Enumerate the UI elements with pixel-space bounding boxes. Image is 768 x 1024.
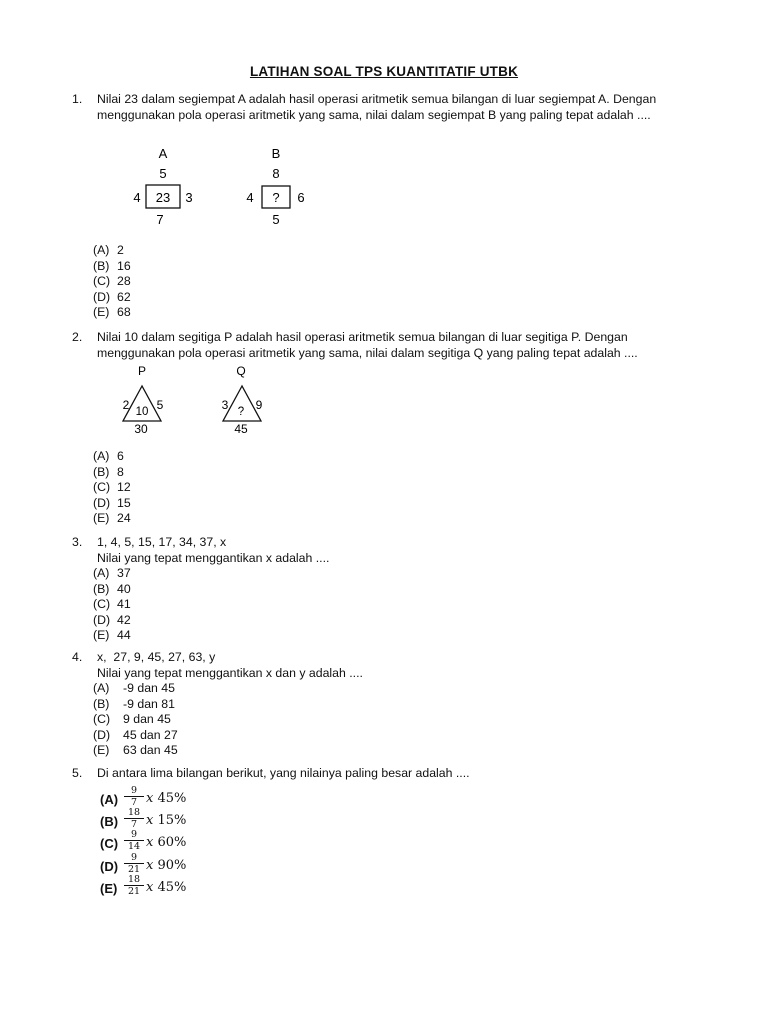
question-text: Nilai yang tepat menggantikan x dan y adalah .... (97, 665, 363, 680)
triangle-q (222, 364, 263, 436)
figure-a-bottom: 7 (156, 212, 164, 227)
option-a: (A) 2 (93, 243, 124, 257)
document-page: LATIHAN SOAL TPS KUANTITATIF UTBK 1. Nilai 23 dalam segiempat A adalah hasil operasi aritmetik semua bilangan di luar segiempat A. Dengan menggunakan pola operasi aritmetik yang sama, nilai dalam segiempat B yang paling tepat adalah .... A 5 23 4 3 7 B 8 ? 4 6 5 (A) 2 (B) 16 (C) 28 (D) 62 (E) 68 2. Nilai 10 dalam segitiga P adalah hasil operasi aritmetik semua bilangan di luar segitiga P. Dengan menggunakan pola operasi aritmetik yang sama, nilai dalam segitiga Q yang paling tepat adalah .... P 10 2 5 30 Q ? 3 9 45 (A) 6 (B) 8 (C) 12 (D) 15 (E) 24 3. 1, 4, 5, 15, 17, 34, 37, x Nilai yang tepat menggantikan x adalah .... (A) 37 (B) 40 (C) 41 (D) 42 (E) 44 4. x, 27, 9, 45, 27, 63, y Nilai yang tepat menggantikan x dan y adalah .... (A) -9 dan 45 (B) -9 dan 81 (C) 9 dan 45 (D) 45 dan 27 (E) 63 dan 45 5. Di antara lima bilangan berikut, yang nilainya paling besar adalah .... (A) $\frac{9}{7}$ x 45% (B) $\frac{18}{7}$ x 15% (C) $\frac{9}{14}$ x 60% (D) $\frac{9}{21}$ x 90% (E) $\frac{18}{21}$ x 45% (0, 0, 768, 1024)
fraction: $\frac{18}{7}$ (124, 807, 144, 830)
figure-a-left: 4 (133, 190, 141, 205)
option-d: (D) 15 (93, 495, 131, 510)
option-d: (D) 45 dan 27 (93, 727, 178, 742)
figure-p-center: 10 (135, 406, 149, 418)
figure-b-top: 8 (272, 166, 280, 181)
question-sequence: x, 27, 9, 45, 27, 63, y (97, 650, 216, 664)
option-e: (E) 44 (93, 628, 131, 643)
figure-p-label: P (137, 364, 147, 378)
figure-q-bottom: 45 (234, 422, 248, 436)
question-number: 2. (72, 330, 83, 344)
figure-b-left: 4 (246, 190, 254, 205)
figure-q-label: Q (236, 364, 246, 378)
option-c: (C) 41 (93, 597, 131, 612)
question-number: 3. (72, 535, 83, 549)
option-c: (C) 28 (93, 274, 131, 289)
option-c: (C) 9 dan 45 (93, 712, 171, 727)
figure-a-label: A (158, 146, 168, 161)
triangle-p (123, 364, 164, 436)
option-a: (A) 6 (93, 449, 124, 463)
option-b: (B) 40 (93, 581, 131, 596)
figure-a-right: 3 (185, 190, 193, 205)
question-text: Nilai yang tepat menggantikan x adalah .... (97, 550, 330, 565)
question-number: 5. (72, 766, 83, 780)
fraction: $\frac{9}{14}$ (124, 829, 144, 852)
option-e: (E) 24 (93, 511, 131, 526)
figure-b-bottom: 5 (272, 212, 280, 227)
figure-b-center: ? (272, 190, 280, 205)
option-a: (A) -9 dan 45 (93, 681, 175, 695)
question-number: 4. (72, 650, 83, 664)
figure-q-right: 9 (255, 398, 263, 412)
figure-q-left: 3 (221, 398, 229, 412)
option-b: (B) 16 (93, 258, 131, 273)
figure-p-bottom: 30 (134, 422, 148, 436)
question-text: Di antara lima bilangan berikut, yang nilainya paling besar adalah .... (97, 766, 470, 780)
figure-a-center: 23 (155, 190, 171, 205)
question-sequence: 1, 4, 5, 15, 17, 34, 37, x (97, 535, 227, 549)
figure-p-left: 2 (122, 398, 130, 412)
figure-b-right: 6 (297, 190, 305, 205)
option-e: (E) 68 (93, 305, 131, 320)
question-number: 1. (72, 92, 83, 106)
figure-b-label: B (271, 146, 281, 161)
rectangle-b (246, 146, 304, 227)
option-c: (C) 12 (93, 480, 131, 495)
question-text: Nilai 10 dalam segitiga P adalah hasil operasi aritmetik semua bilangan di luar segitiga P. Dengan menggunakan pola operasi aritmetik yang sama, nilai dalam segitiga Q yang paling tepat adalah .... (97, 330, 638, 360)
figure-q-center: ? (237, 406, 245, 418)
figure-a-top: 5 (159, 166, 167, 181)
triangle-figure (115, 363, 275, 437)
fraction: $\frac{9}{21}$ (124, 852, 144, 875)
option-e: (E) 63 dan 45 (93, 743, 178, 758)
option-b: (B) -9 dan 81 (93, 696, 175, 711)
rectangle-figure (125, 142, 315, 232)
option-a: (A) 37 (93, 566, 131, 580)
option-b: (B) 8 (93, 464, 124, 479)
page-title: LATIHAN SOAL TPS KUANTITATIF UTBK (249, 64, 519, 79)
option-d: (D) 62 (93, 289, 131, 304)
question-text: Nilai 23 dalam segiempat A adalah hasil operasi aritmetik semua bilangan di luar segiempat A. Dengan menggunakan pola operasi aritmetik yang sama, nilai dalam segiempat B yang paling tepat adalah .... (97, 92, 657, 122)
rectangle-a (133, 146, 192, 227)
fraction: $\frac{9}{7}$ (124, 785, 144, 808)
fraction: $\frac{18}{21}$ (124, 874, 144, 897)
option-d: (D) 42 (93, 612, 131, 627)
figure-p-right: 5 (156, 398, 164, 412)
